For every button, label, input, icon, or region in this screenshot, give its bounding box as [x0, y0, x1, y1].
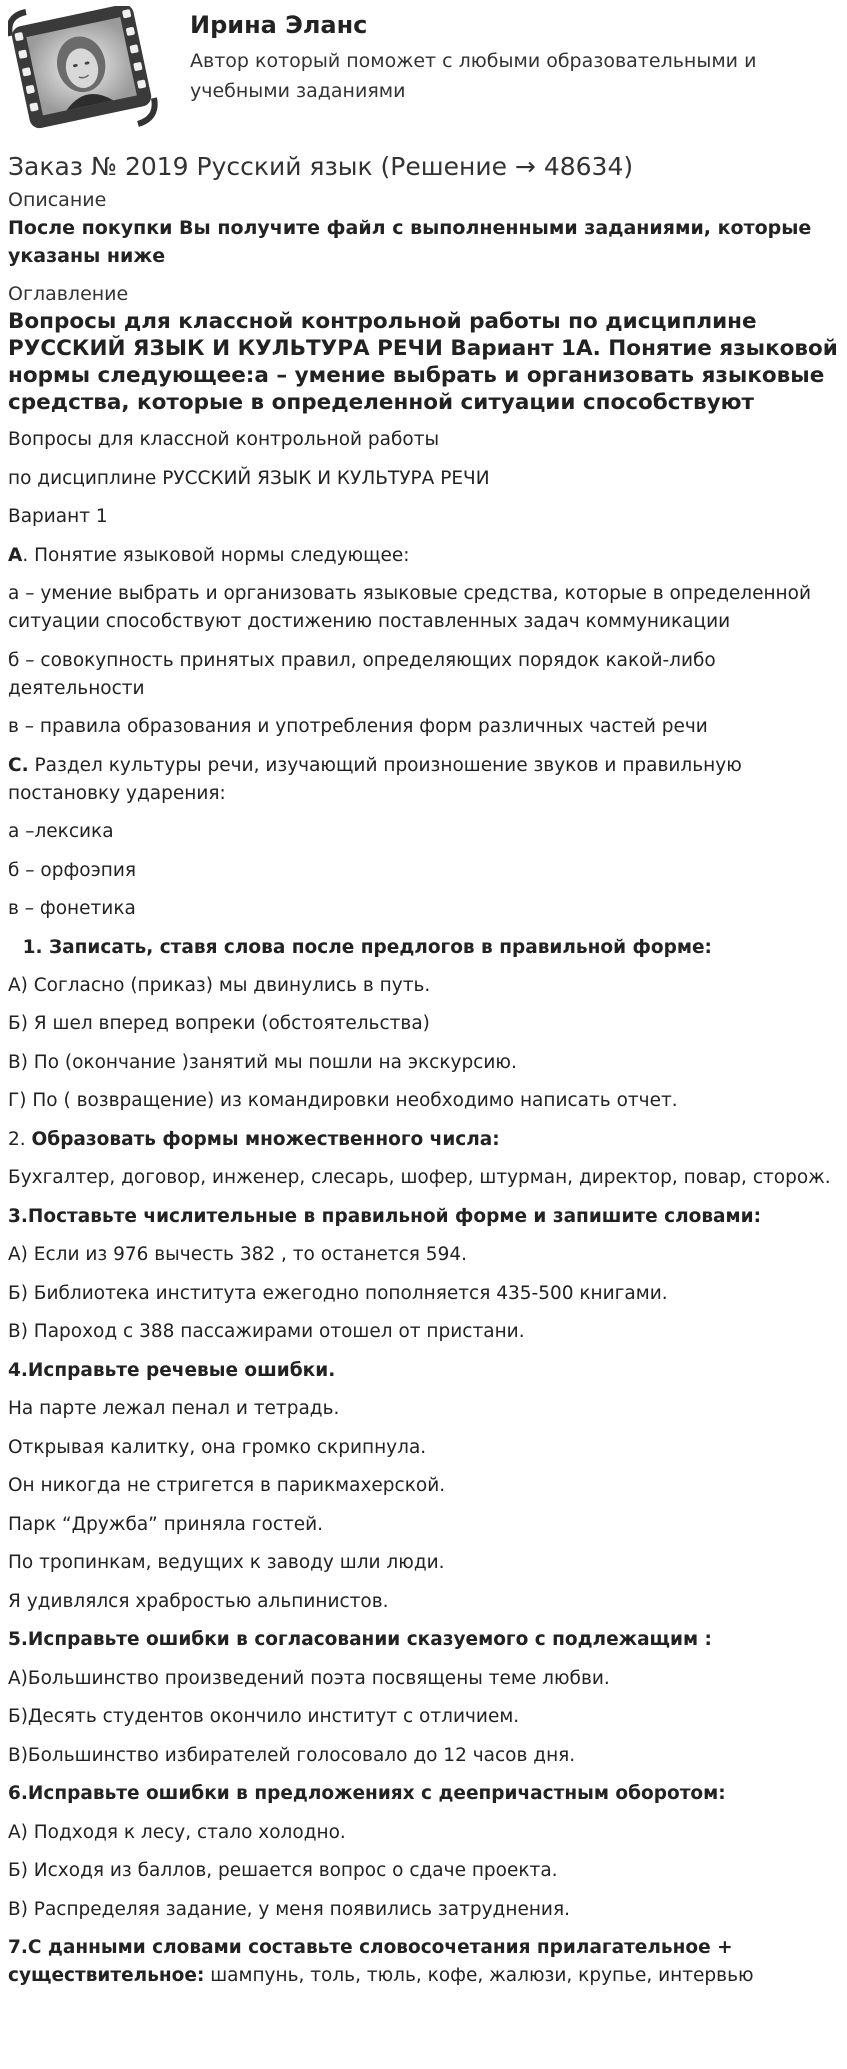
answer-option: а –лексика [8, 821, 114, 842]
author-info [190, 6, 790, 106]
answer-line: В) Распределяя задание, у меня появились затруднения. [8, 1898, 570, 1920]
answer-line: Г) По ( возвращение) из командировки необходимо написать отчет. [8, 1090, 678, 1111]
answer-line: А)Большинство произведений поэта посвящены теме любви. [8, 1667, 610, 1689]
author-description: Автор который поможет с любыми образовательными и учебными заданиями [190, 50, 757, 102]
answer-line: Я удивлялся храбростью альпинистов. [8, 1590, 389, 1612]
question-title: 7.С данными словами составьте словосочетания прилагательное + существительное: [8, 1937, 733, 1986]
answer-option: б – совокупность принятых правил, определяющих порядок какой-либо деятельности [8, 649, 716, 699]
answer-line: Б) Исходя из баллов, решается вопрос о сдаче проекта. [8, 1860, 558, 1881]
paragraph: Вариант 1 [8, 506, 108, 527]
question-title: 4.Исправьте речевые ошибки. [8, 1359, 336, 1381]
answer-option: в – фонетика [8, 898, 136, 919]
question-title: 6.Исправьте ошибки в предложениях с деепричастным оборотом: [8, 1783, 726, 1804]
question-title: 5.Исправьте ошибки в согласовании сказуемого с подлежащим : [8, 1629, 712, 1650]
description-label: Описание [8, 189, 107, 211]
question-1-title: 1. Записать, ставя слова после предлогов в правильной форме: [49, 934, 839, 962]
question-text: Раздел культуры речи, изучающий произношение звуков и правильную постановку ударения: [8, 754, 742, 804]
answer-line: В) Пароход с 388 пассажирами отошел от пристани. [8, 1321, 525, 1342]
question-6 [8, 1780, 839, 1808]
toc-label: Оглавление [8, 283, 129, 305]
avatar[interactable] [8, 6, 158, 130]
answer-line: Бухгалтер, договор, инженер, слесарь, шофер, штурман, директор, повар, сторож. [8, 1167, 831, 1188]
order-content [8, 426, 839, 1990]
answer-line: На парте лежал пенал и тетрадь. [8, 1398, 340, 1419]
question-text: . Понятие языковой нормы следующее: [22, 544, 410, 566]
answer-option: б – орфоэпия [8, 859, 137, 881]
answer-line: Б) Я шел вперед вопреки (обстоятельства) [8, 1013, 430, 1034]
answer-line: Б) Библиотека института ежегодно пополняется 435-500 книгами. [8, 1282, 668, 1304]
question-7 [8, 1934, 839, 1990]
toc-title: Вопросы для классной контрольной работы по дисциплине РУССКИЙ ЯЗЫК И КУЛЬТУРА РЕЧИ Вариант 1А. Понятие языковой нормы следующее:а – умение выбрать и организовать языковые средства, которые в определенной ситуации способствуют [8, 309, 838, 415]
question-2 [8, 1126, 839, 1154]
question-c [8, 752, 839, 808]
answer-line: А) Подходя к лесу, стало холодно. [8, 1821, 346, 1843]
question-5 [8, 1626, 839, 1654]
question-a [8, 542, 839, 570]
question-mark: А [8, 544, 23, 566]
question-list [8, 934, 839, 962]
answer-line: Он никогда не стригется в парикмахерской. [8, 1475, 446, 1496]
author-card [8, 0, 839, 140]
description-text: После покупки Вы получите файл с выполненными заданиями, которые указаны ниже [8, 217, 812, 267]
answer-line: По тропинкам, ведущих к заводу шли люди. [8, 1552, 445, 1573]
question-text: шампунь, толь, тюль, кофе, жалюзи, крупье, интервью [204, 1965, 754, 1986]
answer-option: а – умение выбрать и организовать языковые средства, которые в определенной ситуации способствуют достижению поставленных задач коммуникации [8, 583, 811, 632]
answer-line: А) Согласно (приказ) мы двинулись в путь. [8, 974, 431, 996]
answer-line: В) По (окончание )занятий мы пошли на экскурсию. [8, 1051, 517, 1073]
answer-line: В)Большинство избирателей голосовало до 12 часов дня. [8, 1744, 576, 1766]
question-3 [8, 1203, 839, 1231]
answer-line: Открывая калитку, она громко скрипнула. [8, 1436, 427, 1458]
question-4 [8, 1357, 839, 1385]
answer-line: Парк “Дружба” приняла гостей. [8, 1513, 324, 1535]
author-name[interactable]: Ирина Эланс [190, 11, 368, 39]
question-title: 3.Поставьте числительные в правильной форме и запишите словами: [8, 1205, 762, 1227]
paragraph: по дисциплине РУССКИЙ ЯЗЫК И КУЛЬТУРА РЕЧИ [8, 467, 490, 489]
question-number: 2. [8, 1128, 32, 1150]
answer-line: А) Если из 976 вычесть 382 , то останется 594. [8, 1244, 467, 1265]
order-title: Заказ № 2019 Русский язык (Решение → 48634) [8, 152, 634, 181]
answer-line: Б)Десять студентов окончило институт с отличием. [8, 1706, 520, 1727]
paragraph: Вопросы для классной контрольной работы [8, 429, 440, 450]
question-title: Образовать формы множественного числа: [31, 1128, 500, 1150]
answer-option: в – правила образования и употребления форм различных частей речи [8, 716, 708, 737]
question-mark: С. [8, 754, 29, 776]
avatar-image [8, 6, 158, 130]
